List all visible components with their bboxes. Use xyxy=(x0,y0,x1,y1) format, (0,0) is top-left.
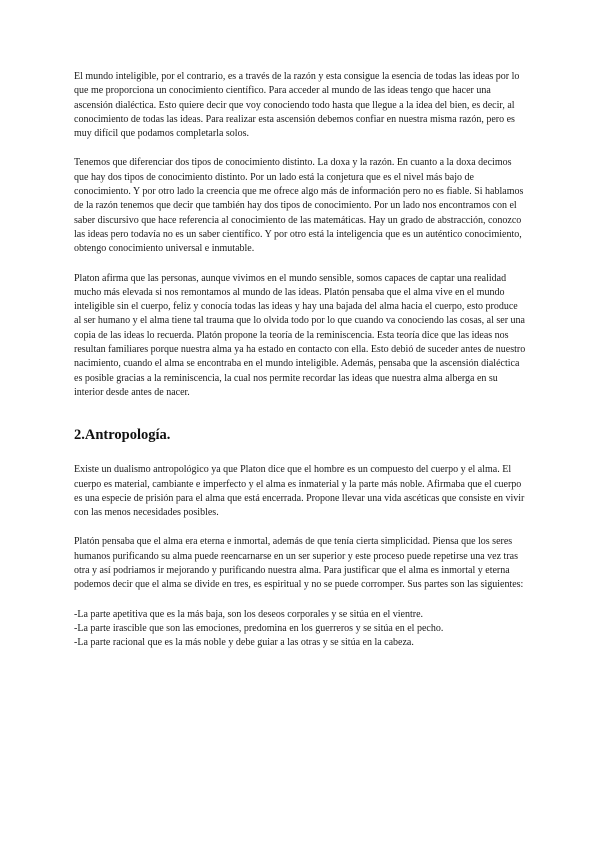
document-body xyxy=(74,70,526,651)
section-heading-antropologia: 2.Antropología. xyxy=(74,427,171,444)
list-item-racional: -La parte racional que es la más noble y debe guiar a las otras y se sitúa en la cabeza. xyxy=(74,637,414,649)
paragraph-dualismo: Existe un dualismo antropológico ya que Platon dice que el hombre es un compuesto del cuerpo y el alma. El cuerpo es material, cambiante e imperfecto y el alma es inmaterial y la parte más noble. Afirmaba que el cuerpo es una especie de prisión para el alma que está encerrada. Propone llevar una vida ascéticas que consiste en vivir con las menos necesidades posibles. xyxy=(74,464,525,519)
alma-parts-list xyxy=(74,608,526,651)
paragraph-tipos-conocimiento: Tenemos que diferenciar dos tipos de conocimiento distinto. La doxa y la razón. En cuanto a la doxa decimos que hay dos tipos de conocimiento distinto. Por un lado está la conjetura que es el nivel más bajo de conocimiento. Y por otro lado la creencia que me ofrece algo más de información pero no es fiable. Si hablamos de la razón tenemos que decir que también hay dos tipos de conocimiento. Por un lado nos encontramos con el saber discursivo que hace referencia al conocimiento de las matemáticas. Hay un grado de abstracción, conozco las ideas pero todavía no es un saber científico. Y por otro está la inteligencia que es un auténtico conocimiento, obtengo conocimiento universal e inmutable. xyxy=(74,157,524,255)
paragraph-alma-inmortal: Platón pensaba que el alma era eterna e inmortal, además de que tenía cierta simplicidad. Piensa que los seres humanos purificando su alma puede reencarnarse en un ser superior y este proceso puede repetirse una vez tras otra y así podriamos ir mejorando y purificando nuestra alma. Para justificar que el alma es inmortal y eterna podemos decir que el alma se divide en tres, es espiritual y no se puede corromper. Sus partes son las siguientes: xyxy=(74,536,524,591)
list-item-irascible: -La parte irascible que son las emociones, predomina en los guerreros y se sitúa en el pecho. xyxy=(74,622,444,634)
paragraph-mundo-inteligible: El mundo inteligible, por el contrario, es a través de la razón y esta consigue la esencia de todas las ideas por lo que me proporciona un conocimiento científico. Para acceder al mundo de las ideas tengo que hacer una ascensión dialéctica. Esto quiere decir que voy conociendo todo hasta que llegue a la idea del bien, es decir, al conocimiento de todas las ideas. Para realizar esta ascensión debemos confiar en nuestra misma razón, pero es muy difícil que podamos completarla solos. xyxy=(74,71,520,140)
list-item-apetitiva: -La parte apetitiva que es la más baja, son los deseos corporales y se sitúa en el vientre. xyxy=(74,608,424,620)
paragraph-reminiscencia: Platon afirma que las personas, aunque vivimos en el mundo sensible, somos capaces de captar una realidad mucho más elevada si nos remontamos al mundo de las ideas. Platón pensaba que el alma vive en el mundo inteligible sin el cuerpo, feliz y conocía todas las ideas y hay una bajada del alma hacia el cuerpo, esto produce al ser humano y el alma tiene tal trauma que lo olvida todo por lo que cuando va conociendo las cosas, al ser una copia de las ideas lo recuerda. Platón propone la teoría de la reminiscencia. Esta teoría dice que las ideas nos resultan familiares porque nuestra alma ya ha estado en contacto con ella. Esto debió de suceder antes de nuestro nacimiento, cuando el alma se encontraba en el mundo inteligible. Además, pensaba que la ascensión dialéctica es posible gracias a la reminiscencia, la cual nos permite recordar las ideas que nuestra alma alberga en su interior desde antes de nacer. xyxy=(74,272,526,398)
